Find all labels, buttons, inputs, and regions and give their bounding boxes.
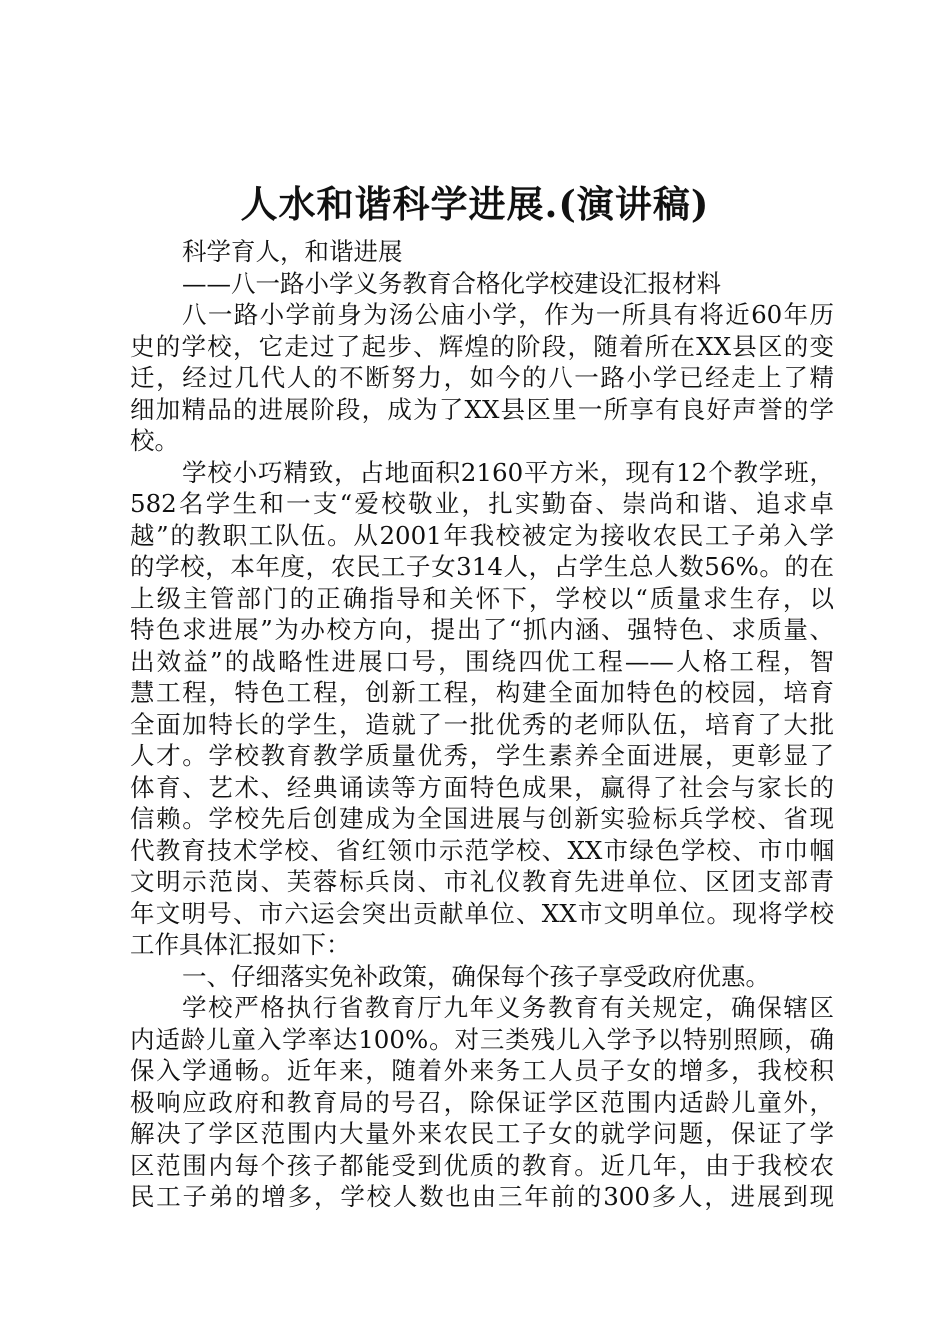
paragraph-line: 极响应政府和教育局的号召，除保证学区范围内适龄儿童外， [130,1087,834,1117]
paragraph-line: 越”的教职工队伍。从2001年我校被定为接收农民工子弟入学 [130,520,834,550]
subtitle-line: 科学育人，和谐进展 [182,237,403,266]
paragraph-line: 出效益”的战略性进展口号，围绕四优工程——人格工程，智 [130,646,834,676]
paragraph-line: 八一路小学前身为汤公庙小学，作为一所具有将近60年历 [182,300,834,329]
document-title: 人水和谐科学进展.(演讲稿) [240,182,710,226]
paragraph-line: 慧工程，特色工程，创新工程，构建全面加特色的校园，培育 [130,678,834,707]
paragraph-line: 的学校，本年度，农民工子女314人，占学生总人数56%。的在 [130,552,834,581]
paragraph-line: 学校严格执行省教育厅九年义务教育有关规定，确保辖区 [182,993,834,1022]
paragraph-line: 代教育技术学校、省红领巾示范学校、XX市绿色学校、市巾帼 [130,835,834,865]
paragraph-line: 全面加特长的学生，造就了一批优秀的老师队伍，培育了大批 [130,709,834,739]
paragraph-line: 工作具体汇报如下： [130,930,351,959]
paragraph-line: 年文明号、市六运会突出贡献单位、XX市文明单位。现将学校 [130,898,834,928]
subtitle-line: ——八一路小学义务教育合格化学校建设汇报材料 [182,268,721,298]
section-heading: 一、仔细落实免补政策，确保每个孩子享受政府优惠。 [182,961,770,991]
paragraph-line: 信赖。学校先后创建成为全国进展与创新实验标兵学校、省现 [130,804,834,833]
paragraph-line: 迁，经过几代人的不断努力，如今的八一路小学已经走上了精 [130,363,834,392]
paragraph-line: 民工子弟的增多，学校人数也由三年前的300多人，进展到现 [130,1182,834,1211]
paragraph-line: 史的学校，它走过了起步、辉煌的阶段，随着所在XX县区的变 [130,331,834,361]
paragraph-line: 区范围内每个孩子都能受到优质的教育。近几年，由于我校农 [130,1150,834,1180]
paragraph-line: 学校小巧精致，占地面积2160平方米，现有12个教学班， [182,457,834,487]
paragraph-line: 人才。学校教育教学质量优秀，学生素养全面进展，更彰显了 [130,741,834,770]
paragraph-line: 校。 [130,426,179,455]
paragraph-line: 体育、艺术、经典诵读等方面特色成果，赢得了社会与家长的 [130,772,834,802]
paragraph-line: 特色求进展”为办校方向，提出了“抓内涵、强特色、求质量、 [130,615,834,644]
paragraph-line: 解决了学区范围内大量外来农民工子女的就学问题，保证了学 [130,1119,834,1148]
paragraph-line: 保入学通畅。近年来，随着外来务工人员子女的增多，我校积 [130,1056,834,1085]
document-body [130,236,834,1213]
paragraph-line: 582名学生和一支“爱校敬业，扎实勤奋、崇尚和谐、追求卓 [130,489,834,518]
paragraph-line: 上级主管部门的正确指导和关怀下，学校以“质量求生存，以 [130,583,834,613]
paragraph-line: 细加精品的进展阶段，成为了XX县区里一所享有良好声誉的学 [130,394,834,424]
paragraph-line: 内适龄儿童入学率达100%。对三类残儿入学予以特别照顾，确 [130,1024,834,1054]
paragraph-line: 文明示范岗、芙蓉标兵岗、市礼仪教育先进单位、区团支部青 [130,867,834,896]
